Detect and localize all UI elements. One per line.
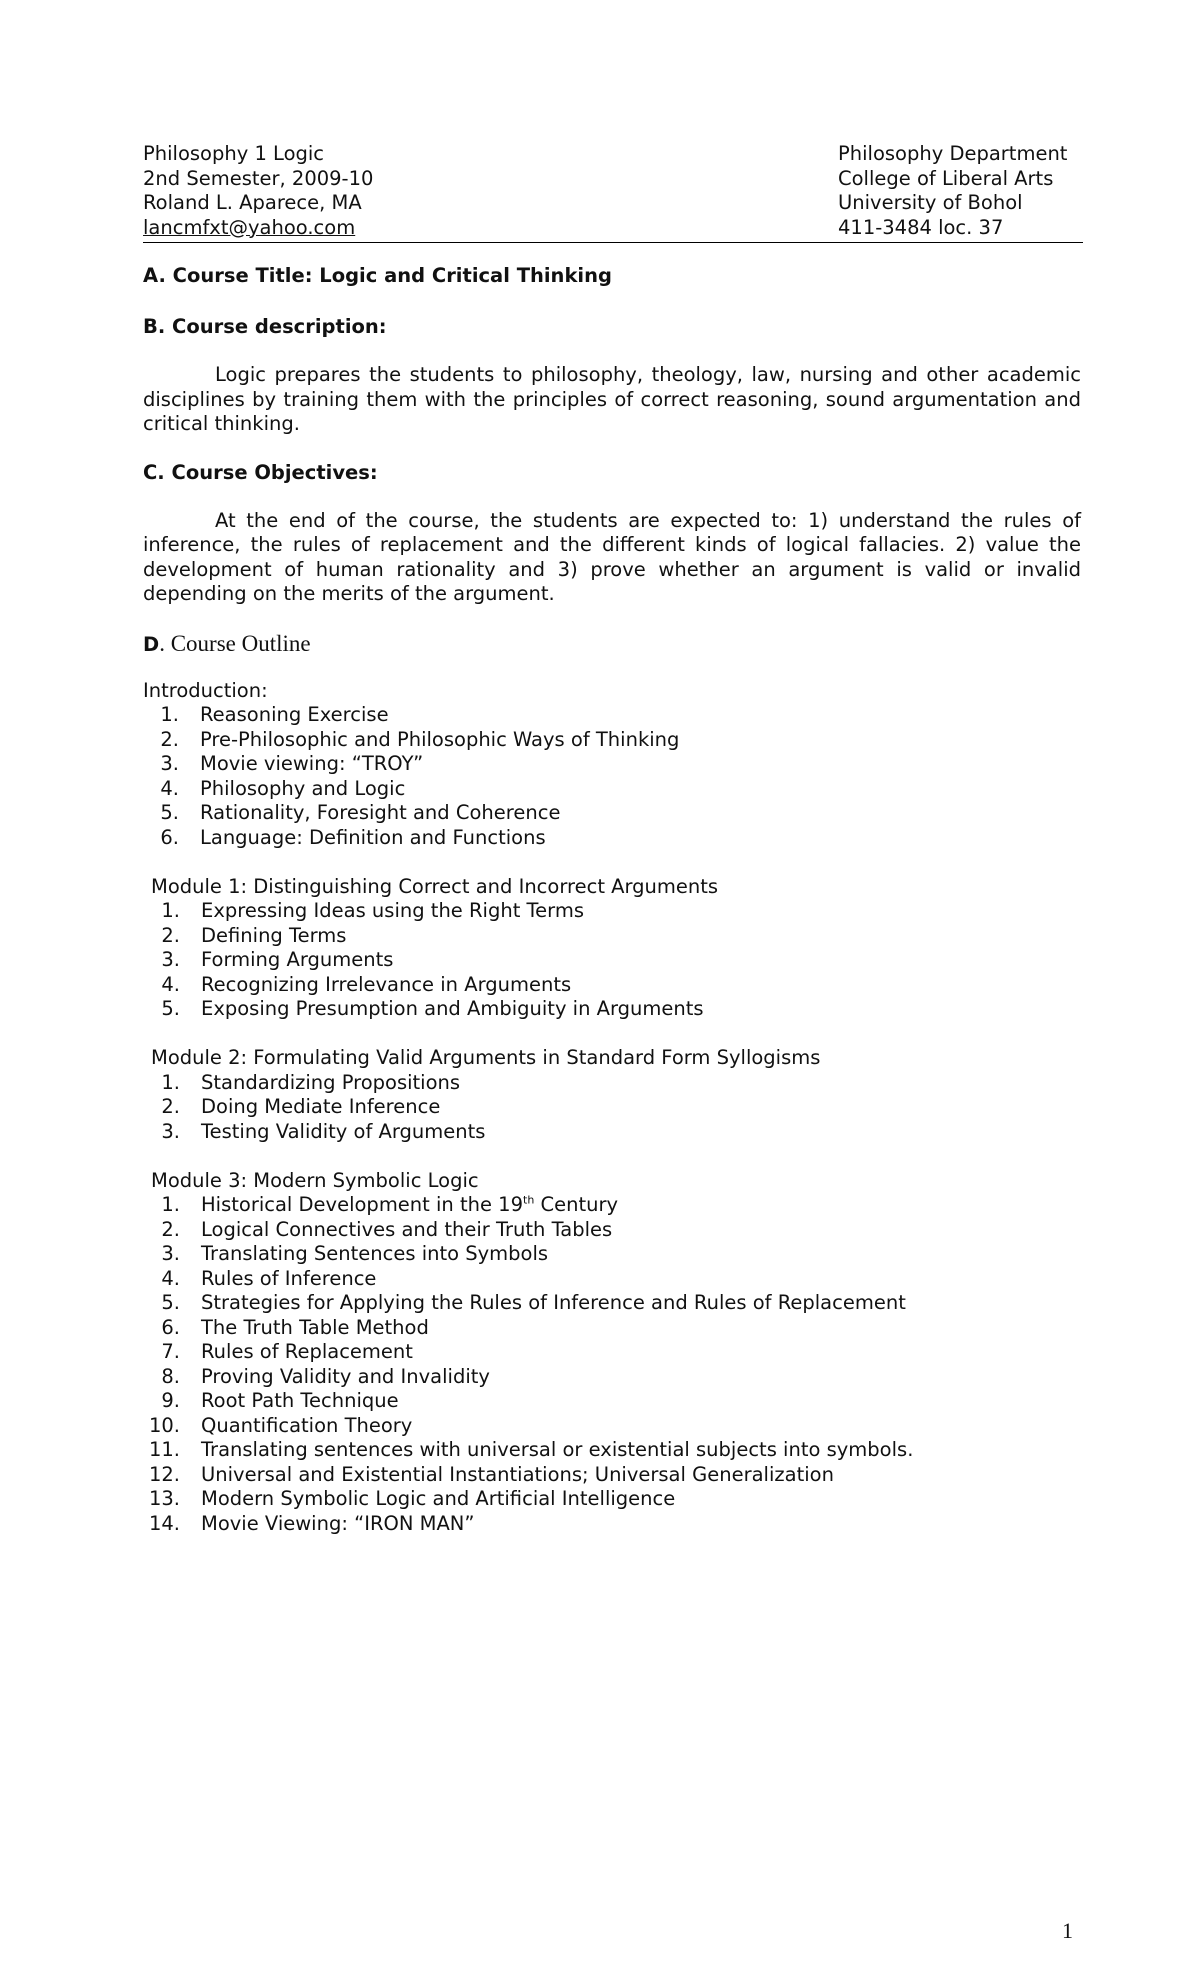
phone-number: 411-3484 loc. 37 [838,215,1004,239]
item-number: 2. [161,1095,180,1118]
course-title-heading: A. Course Title: Logic and Critical Thinking [143,264,612,287]
item-number: 12. [148,1462,180,1486]
instructor-email-link[interactable]: lancmfxt@yahoo.com [143,215,356,239]
item-number: 1. [161,899,180,922]
item-number: 5. [160,801,179,824]
list-item [143,1340,1081,1365]
course-outline-letter: D [143,632,160,656]
item-number: 4. [161,1266,180,1290]
item-text: The Truth Table Method [201,1315,429,1339]
item-text: Testing Validity of Arguments [201,1119,486,1143]
item-number: 1. [160,703,179,726]
list-item [143,973,1081,998]
item-text: Proving Validity and Invalidity [201,1364,490,1388]
semester: 2nd Semester, 2009-10 [143,166,374,190]
item-number: 5. [161,1291,180,1314]
item-text: Strategies for Applying the Rules of Inference and Rules of Replacement [201,1291,906,1314]
list-item [143,948,1081,973]
list-item [143,1095,1081,1120]
list-item [143,801,1081,826]
item-number: 2. [161,1217,180,1241]
item-text: Standardizing Propositions [201,1070,461,1094]
list-item [143,1365,1081,1390]
list-item [143,997,1081,1022]
item-number: 6. [160,825,179,849]
list-item [143,1071,1081,1096]
item-text: Root Path Technique [201,1389,399,1412]
list-item [143,752,1081,777]
course-objectives-heading: C. Course Objectives: [143,460,378,484]
item-text: Forming Arguments [201,948,394,971]
course-description-text: Logic prepares the students to philosophy, theology, law, nursing and other academic disciplines by training them with the principles of correct reasoning, sound argumentation and critical thinking. [143,363,1081,435]
page-number: 1 [1062,1918,1073,1943]
module-3-label: Module 3: Modern Symbolic Logic [151,1168,479,1192]
list-item [143,1389,1081,1414]
list-item [143,1218,1081,1243]
course-code: Philosophy 1 Logic [143,142,325,165]
course-outline-heading [143,631,1081,658]
list-item [143,1242,1081,1267]
item-number: 1. [161,1070,180,1094]
list-item [143,924,1081,949]
department: Philosophy Department [838,142,1068,165]
item-text: Reasoning Exercise [200,703,389,726]
item-number: 10. [148,1413,180,1437]
intro-list [143,703,1081,850]
item-text: Quantification Theory [201,1413,413,1437]
document-body [143,264,1081,1536]
header-right-block [838,142,1083,240]
item-number: 5. [161,997,180,1020]
item-number: 4. [160,776,179,800]
item-number: 2. [160,727,179,751]
item-number: 14. [148,1511,180,1535]
module-1-label: Module 1: Distinguishing Correct and Incorrect Arguments [151,874,719,898]
item-number: 3. [161,948,180,971]
item-text: Pre-Philosophic and Philosophic Ways of Thinking [200,727,680,751]
item-text: Rules of Inference [201,1266,377,1290]
college: College of Liberal Arts [838,166,1054,190]
item-number: 4. [161,972,180,996]
item-text: Language: Definition and Functions [200,825,546,849]
item-text: Expressing Ideas using the Right Terms [201,899,584,922]
item-text: Universal and Existential Instantiations; Universal Generalization [201,1462,834,1486]
item-text: Movie viewing: “TROY” [200,752,424,775]
module-2-label: Module 2: Formulating Valid Arguments in Standard Form Syllogisms [151,1046,821,1069]
list-item [143,1120,1081,1145]
item-number: 6. [161,1315,180,1339]
list-item [143,1193,1081,1218]
course-outline-title: . Course Outline [159,630,311,656]
item-text: Philosophy and Logic [200,776,406,800]
intro-label: Introduction: [143,678,268,702]
item-number: 13. [148,1487,180,1510]
item-text: Doing Mediate Inference [201,1095,441,1118]
item-text: Rationality, Foresight and Coherence [200,801,561,824]
item-number: 11. [148,1438,180,1461]
item-text: Exposing Presumption and Ambiguity in Arguments [201,997,704,1020]
list-item [143,1512,1081,1537]
item-text [180,1193,618,1218]
module-2-list [143,1071,1081,1145]
item-text: Translating Sentences into Symbols [201,1242,549,1265]
item-number: 3. [161,1242,180,1265]
item-number: 1. [161,1193,180,1216]
header-left-block [143,142,373,240]
list-item [143,1414,1081,1439]
module-1-list [143,899,1081,1022]
list-item [143,1463,1081,1488]
item-text: Rules of Replacement [201,1340,413,1363]
item-text-part: Historical Development in the 19 [201,1193,523,1216]
document-header [143,142,1083,243]
list-item [143,826,1081,851]
instructor-name: Roland L. Aparece, MA [143,191,362,214]
university: University of Bohol [838,191,1023,214]
item-text: Modern Symbolic Logic and Artificial Intelligence [201,1487,676,1510]
module-3-list [143,1193,1081,1536]
list-item [143,777,1081,802]
item-number: 9. [161,1389,180,1412]
item-text: Defining Terms [201,923,347,947]
item-number: 2. [161,923,180,947]
item-number: 3. [160,752,179,775]
list-item [143,1438,1081,1463]
list-item [143,1291,1081,1316]
item-number: 7. [161,1340,180,1363]
course-description-heading: B. Course description: [143,315,387,338]
item-text: Logical Connectives and their Truth Tables [201,1217,613,1241]
list-item [143,728,1081,753]
item-text: Recognizing Irrelevance in Arguments [201,972,572,996]
course-objectives-text: At the end of the course, the students are expected to: 1) understand the rules of inference, the rules of replacement and the different kinds of logical fallacies. 2) value the development of human rationality and 3) prove whether an argument is valid or invalid depending on the merits of the argument. [143,508,1081,605]
ordinal-superscript: th [523,1193,535,1207]
item-number: 8. [161,1364,180,1388]
item-text: Translating sentences with universal or existential subjects into symbols. [201,1438,914,1461]
list-item [143,1487,1081,1512]
list-item [143,1267,1081,1292]
list-item [143,1316,1081,1341]
item-text-part: Century [534,1193,619,1216]
list-item [143,899,1081,924]
item-number: 3. [161,1119,180,1143]
item-text: Movie Viewing: “IRON MAN” [201,1511,475,1535]
list-item [143,703,1081,728]
